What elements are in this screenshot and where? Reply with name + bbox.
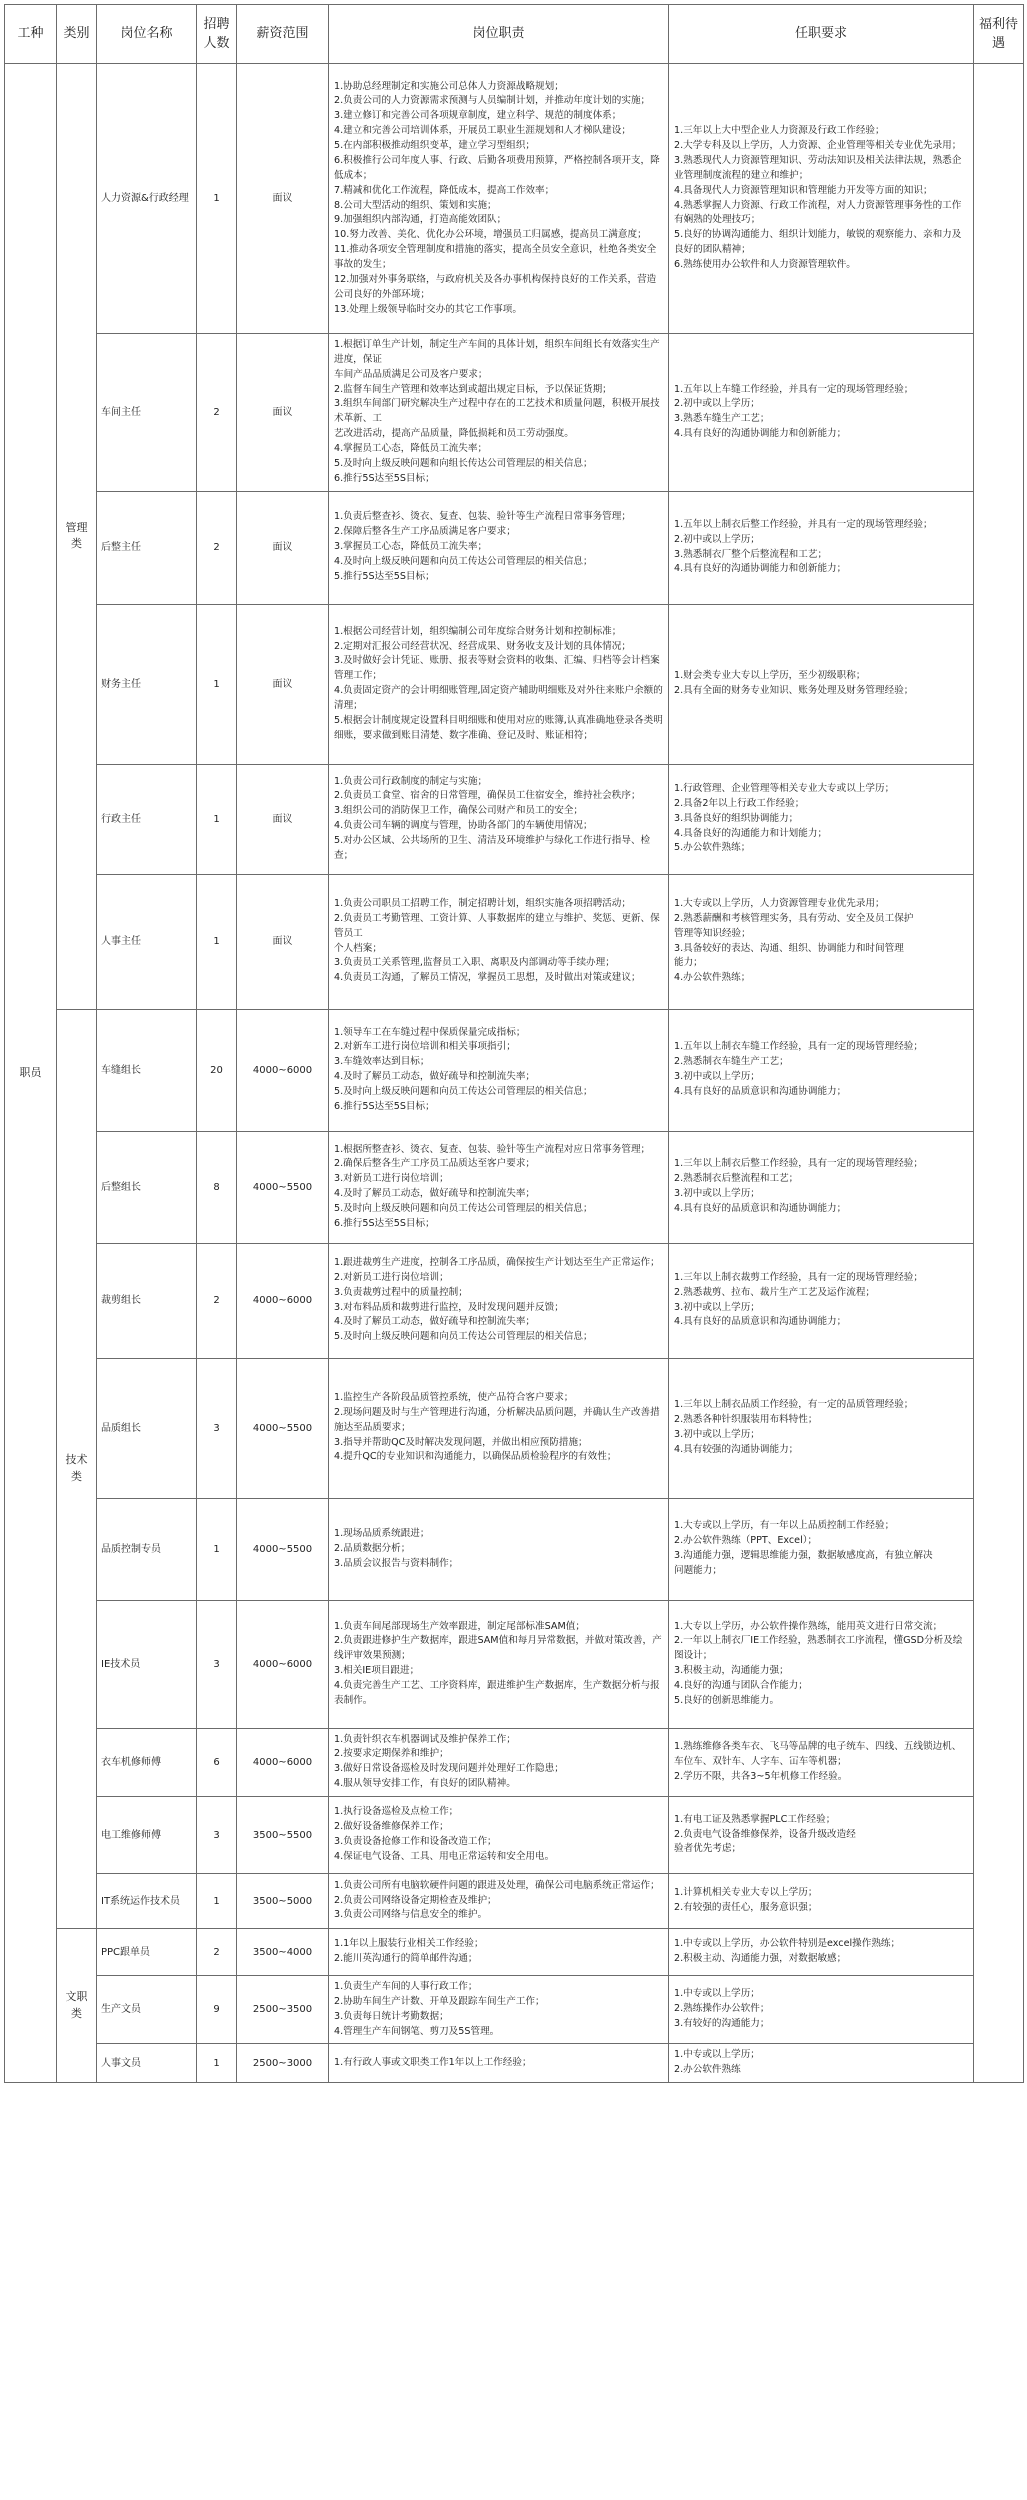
requirements-cell <box>669 1358 974 1498</box>
requirement-line: 2.熟悉制衣后整流程和工艺； <box>674 1173 799 1185</box>
duty-line: 2.现场问题及时与生产管理进行沟通，分析解决品质问题，并确认生产改善措施达至品质要求； <box>334 1406 660 1433</box>
duty-line: 3.对新员工进行岗位培训； <box>334 1173 449 1185</box>
welfare-cell <box>974 64 1024 2083</box>
duties-cell <box>329 1976 669 2044</box>
duty-line: 6.推行5S达至5S目标； <box>334 472 435 484</box>
table-row <box>5 1243 1024 1358</box>
headcount: 9 <box>197 1976 237 2044</box>
duty-line: 3.品质会议报告与资料制作； <box>334 1557 459 1569</box>
duty-line: 3.负责设备抢修工作和设备改造工作； <box>334 1836 497 1848</box>
duty-line: 1.负责车间尾部现场生产效率跟进，制定尾部标准SAM值； <box>334 1620 585 1632</box>
requirement-line: 4.具有良好的品质意识和沟通协调能力； <box>674 1085 847 1097</box>
duty-line: 2.负责跟进修护生产数据库，跟进SAM值和每月异常数据，并做对策改善，产线评审效果预测； <box>334 1635 662 1662</box>
requirement-line: 1.大专或以上学历，人力资源管理专业优先录用； <box>674 898 885 910</box>
duty-line: 1.执行设备巡检及点检工作； <box>334 1806 459 1818</box>
duty-line: 5.及时向上级反映问题和向组长传达公司管理层的相关信息； <box>334 457 593 469</box>
salary-range: 面议 <box>237 491 329 604</box>
duty-line: 1.领导车工在车缝过程中保质保量完成指标； <box>334 1026 526 1038</box>
duty-line: 2.定期对汇报公司经营状况、经营成果、财务收支及计划的具体情况； <box>334 640 631 652</box>
salary-range: 面议 <box>237 64 329 334</box>
table-row <box>5 1498 1024 1600</box>
requirement-line: 1.三年以上制衣后整工作经验，具有一定的现场管理经验； <box>674 1158 923 1170</box>
salary-range: 3500~4000 <box>237 1929 329 1976</box>
requirement-line: 3.具备良好的组织协调能力； <box>674 812 799 824</box>
salary-range: 3500~5000 <box>237 1874 329 1929</box>
duty-line: 1.监控生产各阶段品质管控系统，使产品符合客户要求； <box>334 1391 574 1403</box>
requirement-line: 4.具有良好的品质意识和沟通协调能力； <box>674 1316 847 1328</box>
requirement-line: 3.熟悉现代人力资源管理知识、劳动法知识及相关法律法规，熟悉企业管理制度流程的建立和维护； <box>674 154 962 181</box>
position-name: 裁剪组长 <box>97 1243 197 1358</box>
duty-line: 3.负责公司网络与信息安全的维护。 <box>334 1909 488 1921</box>
duty-line: 1.根据所整查衫、烫衣、复查、包装、验针等生产流程对应日常事务管理； <box>334 1143 651 1155</box>
position-name: IE技术员 <box>97 1600 197 1728</box>
position-name: 品质组长 <box>97 1358 197 1498</box>
table-row <box>5 1728 1024 1796</box>
duty-line: 4.保证电气设备、工具、用电正常运转和安全用电。 <box>334 1850 555 1862</box>
position-name: PPC跟单员 <box>97 1929 197 1976</box>
duty-line: 3.负责裁剪过程中的质量控制； <box>334 1286 468 1298</box>
duty-line: 3.建立修订和完善公司各项规章制度，建立科学、规范的制度体系； <box>334 110 622 122</box>
table-row <box>5 1797 1024 1874</box>
position-name: 后整组长 <box>97 1131 197 1243</box>
requirement-line: 3.初中或以上学历； <box>674 1429 760 1441</box>
requirement-line: 1.熟练维修各类车衣、飞马等品牌的电子统车、四线、五线锁边机、车位车、双针车、人字车、冚车等机器； <box>674 1741 962 1767</box>
requirement-line: 2.具备2年以上行政工作经验； <box>674 797 805 809</box>
duty-line: 2.按要求定期保养和维护； <box>334 1748 449 1760</box>
duty-line: 1.根据订单生产计划，制定生产车间的具体计划，组织车间组长有效落实生产进度，保证 <box>334 339 660 365</box>
requirement-line: 3.积极主动，沟通能力强； <box>674 1665 789 1677</box>
duty-line: 3.组织车间部门研究解决生产过程中存在的工艺技术和质量问题，积极开展技术革新、工 <box>334 398 660 425</box>
headcount: 2 <box>197 491 237 604</box>
requirement-line: 4.具备现代人力资源管理知识和管理能力开发等方面的知识； <box>674 184 933 196</box>
requirements-cell <box>669 1976 974 2044</box>
duty-line: 3.负责每日统计考勤数据； <box>334 2010 449 2022</box>
position-name: 人事主任 <box>97 874 197 1009</box>
header-category: 类别 <box>57 5 97 64</box>
duty-line: 1.负责针织衣车机器调试及维护保养工作； <box>334 1733 516 1745</box>
requirements-cell <box>669 491 974 604</box>
requirement-line: 4.具有良好的沟通协调能力和创新能力； <box>674 563 847 575</box>
requirement-line: 1.中专或以上学历； <box>674 1988 760 2000</box>
requirement-line: 能力； <box>674 957 703 969</box>
requirements-cell <box>669 1243 974 1358</box>
salary-range: 面议 <box>237 334 329 492</box>
worker-type-cell: 职员 <box>5 64 57 2083</box>
recruitment-table <box>4 4 1024 2083</box>
category-cell: 管理类 <box>57 64 97 1010</box>
duty-line: 11.推动各项安全管理制度和措施的落实，提高全员安全意识，杜绝各类安全事故的发生； <box>334 244 657 270</box>
duty-line: 2.对新员工进行岗位培训； <box>334 1271 449 1283</box>
duties-cell <box>329 1498 669 1600</box>
requirement-line: 1.三年以上制衣品质工作经验，有一定的品质管理经验； <box>674 1399 914 1411</box>
duty-line: 1.跟进裁剪生产进度，控制各工序品质，确保按生产计划达至生产正常运作； <box>334 1257 660 1269</box>
requirement-line: 1.大专以上学历，办公软件操作熟练，能用英文进行日常交流； <box>674 1620 943 1632</box>
table-row <box>5 604 1024 764</box>
table-row <box>5 1976 1024 2044</box>
position-name: 车间主任 <box>97 334 197 492</box>
requirement-line: 1.大专或以上学历，有一年以上品质控制工作经验； <box>674 1520 895 1532</box>
headcount: 1 <box>197 764 237 874</box>
table-row <box>5 334 1024 492</box>
requirement-line: 3.具备较好的表达、沟通、组织、协调能力和时间管理 <box>674 942 904 954</box>
duty-line: 3.车缝效率达到目标； <box>334 1056 430 1068</box>
requirement-line: 3.沟通能力强，逻辑思维能力强，数据敏感度高，有独立解决 <box>674 1550 933 1562</box>
requirement-line: 4.良好的沟通与团队合作能力； <box>674 1679 808 1691</box>
duty-line: 1.有行政人事或文职类工作1年以上工作经验； <box>334 2056 532 2068</box>
requirement-line: 3.初中或以上学历； <box>674 1188 760 1200</box>
requirement-line: 2.具有全面的财务专业知识、账务处理及财务管理经验； <box>674 685 914 697</box>
requirement-line: 4.熟悉掌握人力资源、行政工作流程，对人力资源管理事务性的工作有娴熟的处理技巧； <box>674 199 962 226</box>
duty-line: 3.掌握员工心态，降低员工流失率； <box>334 541 488 553</box>
position-name: 人力资源&行政经理 <box>97 64 197 334</box>
table-body <box>5 64 1024 2083</box>
duty-line: 5.及时向上级反映问题和向员工传达公司管理层的相关信息； <box>334 1331 593 1343</box>
duty-line: 1.协助总经理制定和实施公司总体人力资源战略规划； <box>334 80 564 92</box>
duty-line: 2.做好设备维修保养工作； <box>334 1821 449 1833</box>
header-headcount: 招聘人数 <box>197 5 237 64</box>
requirement-line: 4.具备良好的沟通能力和计划能力； <box>674 827 828 839</box>
requirements-cell <box>669 1728 974 1796</box>
requirement-line: 1.财会类专业大专以上学历，至少初级职称； <box>674 670 866 682</box>
duty-line: 13.处理上级领导临时交办的其它工作事项。 <box>334 303 522 315</box>
duties-cell <box>329 1728 669 1796</box>
duty-line: 车间产品品质满足公司及客户要求； <box>334 368 488 380</box>
headcount: 2 <box>197 1243 237 1358</box>
duty-line: 1.现场品质系统跟进； <box>334 1527 430 1539</box>
duty-line: 8.公司大型活动的组织、策划和实施； <box>334 199 497 211</box>
duties-cell <box>329 1243 669 1358</box>
duty-line: 2.对新车工进行岗位培训和相关事项指引； <box>334 1041 516 1053</box>
duty-line: 5.根据会计制度规定设置科目明细账和使用对应的账簿,认真准确地登录各类明细账，要求做到账目清楚、数字准确、登记及时、账证相符； <box>334 714 663 741</box>
headcount: 3 <box>197 1358 237 1498</box>
requirement-line: 问题能力； <box>674 1564 722 1576</box>
requirement-line: 4.具有较强的沟通协调能力； <box>674 1443 799 1455</box>
requirement-line: 2.初中或以上学历； <box>674 398 760 410</box>
requirement-line: 2.熟悉各种针织服装用布料特性； <box>674 1414 818 1426</box>
duties-cell <box>329 1797 669 1874</box>
requirements-cell <box>669 1009 974 1131</box>
duty-line: 2.负责员工食堂、宿舍的日常管理，确保员工住宿安全，维持社会秩序； <box>334 790 641 802</box>
salary-range: 4000~5500 <box>237 1498 329 1600</box>
header-duties: 岗位职责 <box>329 5 669 64</box>
headcount: 20 <box>197 1009 237 1131</box>
table-row <box>5 64 1024 334</box>
duties-cell <box>329 334 669 492</box>
requirements-cell <box>669 1929 974 1976</box>
duties-cell <box>329 1929 669 1976</box>
duties-cell <box>329 874 669 1009</box>
requirements-cell <box>669 1797 974 1874</box>
position-name: 财务主任 <box>97 604 197 764</box>
duty-line: 2.负责公司的人力资源需求预测与人员编制计划，并推动年度计划的实施； <box>334 95 651 107</box>
duty-line: 5.及时向上级反映问题和向员工传达公司管理层的相关信息； <box>334 1085 593 1097</box>
headcount: 1 <box>197 64 237 334</box>
duty-line: 6.推行5S达至5S目标； <box>334 1217 435 1229</box>
duty-line: 4.及时向上级反映问题和向员工传达公司管理层的相关信息； <box>334 556 593 568</box>
requirement-line: 3.初中或以上学历； <box>674 1301 760 1313</box>
requirement-line: 2.熟悉薪酬和考核管理实务，具有劳动、安全及员工保护 <box>674 912 914 924</box>
duty-line: 4.管理生产车间钢笔、剪刀及5S管理。 <box>334 2025 500 2037</box>
duty-line: 5.在内部积极推动组织变革，建立学习型组织； <box>334 140 536 152</box>
salary-range: 3500~5500 <box>237 1797 329 1874</box>
requirement-line: 1.三年以上大中型企业人力资源及行政工作经验； <box>674 125 885 137</box>
salary-range: 面议 <box>237 874 329 1009</box>
headcount: 1 <box>197 1498 237 1600</box>
headcount: 2 <box>197 334 237 492</box>
duty-line: 3.相关IE项目跟进； <box>334 1665 420 1677</box>
requirements-cell <box>669 64 974 334</box>
duty-line: 1.根据公司经营计划，组织编制公司年度综合财务计划和控制标准； <box>334 625 622 637</box>
salary-range: 面议 <box>237 764 329 874</box>
duty-line: 4.提升QC的专业知识和沟通能力，以确保品质检验程序的有效性； <box>334 1451 617 1463</box>
headcount: 1 <box>197 1874 237 1929</box>
headcount: 2 <box>197 1929 237 1976</box>
table-row <box>5 1009 1024 1131</box>
duty-line: 4.及时了解员工动态，做好疏导和控制流失率； <box>334 1188 536 1200</box>
category-cell: 文职类 <box>57 1929 97 2083</box>
position-name: 后整主任 <box>97 491 197 604</box>
duty-line: 2.负责员工考勤管理、工资计算、人事数据库的建立与维护、奖惩、更新、保管员工 <box>334 912 660 939</box>
headcount: 1 <box>197 2044 237 2083</box>
duties-cell <box>329 1874 669 1929</box>
requirement-line: 1.中专或以上学历； <box>674 2049 760 2061</box>
headcount: 3 <box>197 1797 237 1874</box>
table-row <box>5 874 1024 1009</box>
duty-line: 4.负责公司车辆的调度与管理，协助各部门的车辆使用情况； <box>334 820 593 832</box>
salary-range: 4000~6000 <box>237 1728 329 1796</box>
requirement-line: 1.三年以上制衣裁剪工作经验，具有一定的现场管理经验； <box>674 1271 923 1283</box>
table-row <box>5 1929 1024 1976</box>
duty-line: 5.推行5S达至5S目标； <box>334 570 435 582</box>
requirement-line: 5.办公软件熟练； <box>674 842 751 854</box>
requirements-cell <box>669 1498 974 1600</box>
duty-line: 艺改进活动，提高产品质量，降低损耗和员工劳动强度。 <box>334 428 574 440</box>
header-salary: 薪资范围 <box>237 5 329 64</box>
salary-range: 4000~6000 <box>237 1600 329 1728</box>
requirement-line: 2.初中或以上学历； <box>674 533 760 545</box>
position-name: 人事文员 <box>97 2044 197 2083</box>
position-name: 电工维修师傅 <box>97 1797 197 1874</box>
position-name: 行政主任 <box>97 764 197 874</box>
duties-cell <box>329 764 669 874</box>
headcount: 1 <box>197 874 237 1009</box>
requirements-cell <box>669 1600 974 1728</box>
requirement-line: 2.熟练操作办公软件； <box>674 2003 770 2015</box>
table-row <box>5 1131 1024 1243</box>
duty-line: 10.努力改善、美化、优化办公环境，增强员工归属感，提高员工满意度； <box>334 229 647 241</box>
salary-range: 4000~5500 <box>237 1358 329 1498</box>
headcount: 1 <box>197 604 237 764</box>
duty-line: 2.能川英沟通行的简单邮件沟通； <box>334 1953 478 1965</box>
duty-line: 5.对办公区域、公共场所的卫生、清洁及环境维护与绿化工作进行指导、检查； <box>334 834 651 861</box>
duty-line: 4.掌握员工心态，降低员工流失率； <box>334 443 488 455</box>
requirements-cell <box>669 764 974 874</box>
salary-range: 面议 <box>237 604 329 764</box>
salary-range: 4000~6000 <box>237 1243 329 1358</box>
duty-line: 2.负责公司网络设备定期检查及维护； <box>334 1894 497 1906</box>
requirements-cell <box>669 604 974 764</box>
header-row <box>5 5 1024 64</box>
duty-line: 7.精减和优化工作流程，降低成本，提高工作效率； <box>334 184 555 196</box>
duty-line: 3.组织公司的消防保卫工作，确保公司财产和员工的安全； <box>334 805 583 817</box>
position-name: IT系统运作技术员 <box>97 1874 197 1929</box>
duty-line: 1.负责生产车间的人事行政工作； <box>334 1981 478 1993</box>
requirement-line: 5.良好的协调沟通能力、组织计划能力，敏锐的观察能力、亲和力及良好的团队精神； <box>674 229 962 256</box>
position-name: 衣车机修师傅 <box>97 1728 197 1796</box>
requirement-line: 3.熟悉制衣厂整个后整流程和工艺； <box>674 548 828 560</box>
requirement-line: 4.具有良好的品质意识和沟通协调能力； <box>674 1202 847 1214</box>
duty-line: 6.推行5S达至5S目标； <box>334 1100 435 1112</box>
header-requirements: 任职要求 <box>669 5 974 64</box>
requirement-line: 4.办公软件熟练； <box>674 972 751 984</box>
duty-line: 3.对布料品质和裁剪进行监控，及时发现问题并反馈； <box>334 1301 564 1313</box>
duties-cell <box>329 1358 669 1498</box>
duties-cell <box>329 2044 669 2083</box>
duty-line: 4.建立和完善公司培训体系，开展员工职业生涯规划和人才梯队建设； <box>334 125 631 137</box>
requirement-line: 1.计算机相关专业大专以上学历； <box>674 1887 818 1899</box>
requirement-line: 4.具有良好的沟通协调能力和创新能力； <box>674 428 847 440</box>
duty-line: 个人档案； <box>334 942 382 954</box>
duty-line: 4.负责固定资产的会计明细账管理,固定资产辅助明细账及对外往来账户余额的清理； <box>334 685 663 711</box>
requirement-line: 2.负责电气设备维修保养，设备升级改造经 <box>674 1828 856 1840</box>
requirement-line: 2.办公软件熟练（PPT、Excel）； <box>674 1535 818 1547</box>
duty-line: 4.服从领导安排工作，有良好的团队精神。 <box>334 1778 516 1790</box>
table-row <box>5 1358 1024 1498</box>
duties-cell <box>329 1131 669 1243</box>
duties-cell <box>329 491 669 604</box>
category-cell: 技术类 <box>57 1009 97 1928</box>
requirement-line: 1.五年以上制衣后整工作经验，并具有一定的现场管理经验； <box>674 518 933 530</box>
salary-range: 4000~6000 <box>237 1009 329 1131</box>
duties-cell <box>329 64 669 334</box>
salary-range: 4000~5500 <box>237 1131 329 1243</box>
table-row <box>5 491 1024 604</box>
requirement-line: 验者优先考虑； <box>674 1843 742 1855</box>
requirements-cell <box>669 1131 974 1243</box>
headcount: 8 <box>197 1131 237 1243</box>
duty-line: 9.加强组织内部沟通，打造高能效团队； <box>334 214 507 226</box>
salary-range: 2500~3500 <box>237 1976 329 2044</box>
duties-cell <box>329 1009 669 1131</box>
requirements-cell <box>669 334 974 492</box>
duty-line: 4.负责完善生产工艺、工序资料库，跟进维护生产数据库，生产数据分析与报表制作。 <box>334 1679 660 1706</box>
requirement-line: 2.学历不限，共各3~5年机修工作经验。 <box>674 1770 848 1782</box>
requirement-line: 1.中专或以上学历，办公软件特别是excel操作熟练； <box>674 1938 901 1950</box>
requirement-line: 2.有较强的责任心，服务意识强； <box>674 1902 818 1914</box>
requirement-line: 1.有电工证及熟悉掌握PLC工作经验； <box>674 1813 836 1825</box>
duty-line: 2.监督车间生产管理和效率达到或超出规定目标，予以保证货期； <box>334 383 612 395</box>
header-position: 岗位名称 <box>97 5 197 64</box>
headcount: 3 <box>197 1600 237 1728</box>
duty-line: 2.保障后整各生产工序品质满足客户要求； <box>334 526 516 538</box>
duty-line: 12.加强对外事务联络，与政府机关及各办事机构保持良好的工作关系，营造公司良好的外部环境； <box>334 273 657 300</box>
position-name: 车缝组长 <box>97 1009 197 1131</box>
duty-line: 3.做好日常设备巡检及时发现问题并处理好工作隐患； <box>334 1763 564 1775</box>
requirement-line: 管理等知识经验； <box>674 927 751 939</box>
duty-line: 1.负责公司所有电脑软硬件问题的跟进及处理，确保公司电脑系统正常运作； <box>334 1879 660 1891</box>
requirement-line: 2.积极主动、沟通能力强，对数据敏感； <box>674 1953 847 1965</box>
duty-line: 1.负责后整查衫、烫衣、复查、包装、验针等生产流程日常事务管理； <box>334 511 631 523</box>
requirements-cell <box>669 2044 974 2083</box>
requirement-line: 1.五年以上车缝工作经验，并具有一定的现场管理经验； <box>674 383 914 395</box>
duty-line: 2.品质数据分析； <box>334 1542 411 1554</box>
table-row <box>5 1600 1024 1728</box>
duties-cell <box>329 1600 669 1728</box>
requirement-line: 1.五年以上制衣车缝工作经验，具有一定的现场管理经验； <box>674 1041 923 1053</box>
requirement-line: 2.大学专科及以上学历，人力资源、企业管理等相关专业优先录用； <box>674 140 962 152</box>
duty-line: 1.负责公司职员工招聘工作，制定招聘计划，组织实施各项招聘活动； <box>334 898 631 910</box>
duties-cell <box>329 604 669 764</box>
header-worker-type: 工种 <box>5 5 57 64</box>
duty-line: 5.及时向上级反映问题和向员工传达公司管理层的相关信息； <box>334 1202 593 1214</box>
duty-line: 2.确保后整各生产工序员工品质达至客户要求； <box>334 1158 536 1170</box>
requirement-line: 3.初中或以上学历； <box>674 1071 760 1083</box>
requirement-line: 5.良好的创新思维能力。 <box>674 1694 780 1706</box>
duty-line: 4.负责员工沟通，了解员工情况，掌握员工思想，及时做出对策或建议； <box>334 972 641 984</box>
requirement-line: 2.一年以上制衣厂IE工作经验，熟悉制衣工序流程，懂GSD分析及绘图设计； <box>674 1635 963 1662</box>
requirements-cell <box>669 1874 974 1929</box>
duty-line: 4.及时了解员工动态，做好疏导和控制流失率； <box>334 1316 536 1328</box>
salary-range: 2500~3000 <box>237 2044 329 2083</box>
requirement-line: 6.熟练使用办公软件和人力资源管理软件。 <box>674 258 856 270</box>
duty-line: 4.及时了解员工动态，做好疏导和控制流失率； <box>334 1071 536 1083</box>
duty-line: 1.负责公司行政制度的制定与实施； <box>334 775 488 787</box>
duty-line: 3.负责员工关系管理,监督员工入职、离职及内部调动等手续办理； <box>334 957 615 969</box>
duty-line: 3.及时做好会计凭证、账册、报表等财会资料的收集、汇编、归档等会计档案管理工作； <box>334 655 660 682</box>
requirement-line: 2.熟悉裁剪、拉布、裁片生产工艺及运作流程； <box>674 1286 876 1298</box>
duty-line: 1.1年以上服装行业相关工作经验； <box>334 1938 484 1950</box>
position-name: 品质控制专员 <box>97 1498 197 1600</box>
requirements-cell <box>669 874 974 1009</box>
header-welfare: 福利待遇 <box>974 5 1024 64</box>
duty-line: 6.积极推行公司年度人事、行政、后勤各项费用预算，严格控制各项开支，降低成本； <box>334 154 660 181</box>
headcount: 6 <box>197 1728 237 1796</box>
requirement-line: 3.有较好的沟通能力； <box>674 2018 770 2030</box>
requirement-line: 1.行政管理、企业管理等相关专业大专或以上学历； <box>674 782 895 794</box>
position-name: 生产文员 <box>97 1976 197 2044</box>
requirement-line: 2.办公软件熟练 <box>674 2064 741 2076</box>
requirement-line: 3.熟悉车缝生产工艺； <box>674 413 770 425</box>
duty-line: 2.协助车间生产计数、开单及跟踪车间生产工作； <box>334 1995 545 2007</box>
table-row <box>5 2044 1024 2083</box>
table-row <box>5 764 1024 874</box>
table-row <box>5 1874 1024 1929</box>
duty-line: 3.指导并帮助QC及时解决发现问题，并做出相应预防措施； <box>334 1436 588 1448</box>
requirement-line: 2.熟悉制衣车缝生产工艺； <box>674 1056 789 1068</box>
